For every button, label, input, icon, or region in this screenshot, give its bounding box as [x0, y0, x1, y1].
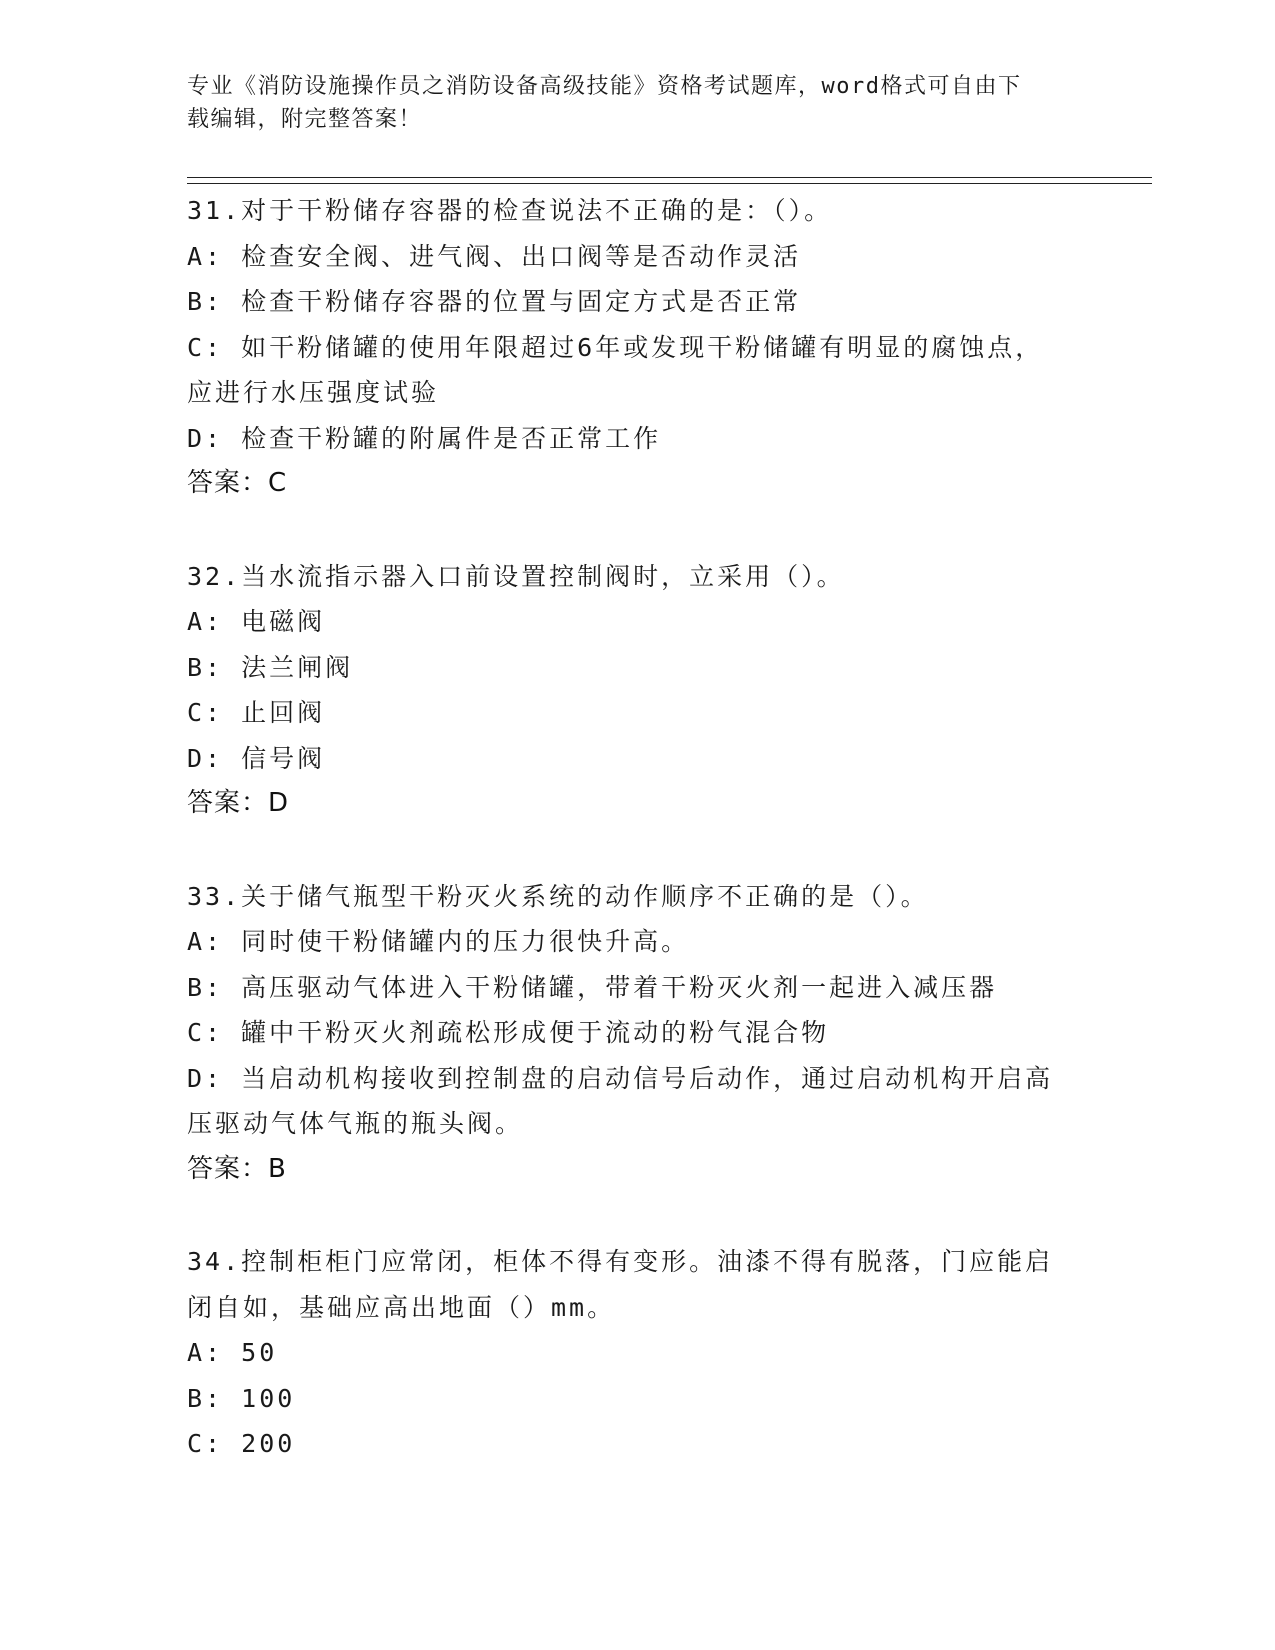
header-divider-top [187, 177, 1152, 178]
answer-text: 答案：D [187, 788, 290, 818]
option-text: D: 信号阀 [187, 743, 326, 773]
header-line-2: 载编辑，附完整答案！ [187, 107, 423, 132]
option-text: 应进行水压强度试验 [187, 378, 440, 407]
option-text: D: 当启动机构接收到控制盘的启动信号后动作，通过启动机构开启高 [187, 1063, 1054, 1093]
question-stem: 31.对于干粉储存容器的检查说法不正确的是：（）。 [187, 196, 833, 225]
option-text: A: 检查安全阀、进气阀、出口阀等是否动作灵活 [187, 241, 802, 271]
option-text: D: 检查干粉罐的附属件是否正常工作 [187, 423, 662, 453]
option-text: C: 如干粉储罐的使用年限超过6年或发现干粉储罐有明显的腐蚀点， [187, 332, 1044, 362]
option-text: B: 100 [187, 1383, 296, 1413]
answer-text: 答案：C [187, 468, 288, 498]
document-header [187, 70, 1067, 136]
option-text: A: 同时使干粉储罐内的压力很快升高。 [187, 927, 690, 956]
option-text: A: 电磁阀 [187, 607, 326, 636]
question-item [187, 188, 1087, 507]
answer-text: 答案：B [187, 1153, 287, 1184]
question-stem: 闭自如，基础应高出地面（）mm。 [187, 1292, 616, 1322]
question-item [187, 1239, 1087, 1467]
option-text: B: 法兰闸阀 [187, 652, 354, 682]
option-text: C: 止回阀 [187, 698, 326, 727]
header-divider-bottom [187, 183, 1152, 184]
question-stem: 32.当水流指示器入口前设置控制阀时，立采用（）。 [187, 561, 845, 591]
question-stem: 34.控制柜柜门应常闭，柜体不得有变形。油漆不得有脱落，门应能启 [187, 1247, 1054, 1276]
option-text: 压驱动气体气瓶的瓶头阀。 [187, 1109, 524, 1138]
option-text: C: 罐中干粉灭火剂疏松形成便于流动的粉气混合物 [187, 1018, 830, 1047]
option-text: B: 检查干粉储存容器的位置与固定方式是否正常 [187, 287, 802, 316]
question-stem: 33.关于储气瓶型干粉灭火系统的动作顺序不正确的是（）。 [187, 881, 929, 911]
option-text: C: 200 [187, 1429, 296, 1458]
header-line-1: 专业《消防设施操作员之消防设备高级技能》资格考试题库，word格式可自由下 [187, 74, 1022, 99]
question-list [187, 188, 1087, 1514]
option-text: A: 50 [187, 1338, 278, 1367]
question-item [187, 554, 1087, 827]
option-text: B: 高压驱动气体进入干粉储罐，带着干粉灭火剂一起进入减压器 [187, 972, 998, 1002]
question-item [187, 874, 1087, 1193]
